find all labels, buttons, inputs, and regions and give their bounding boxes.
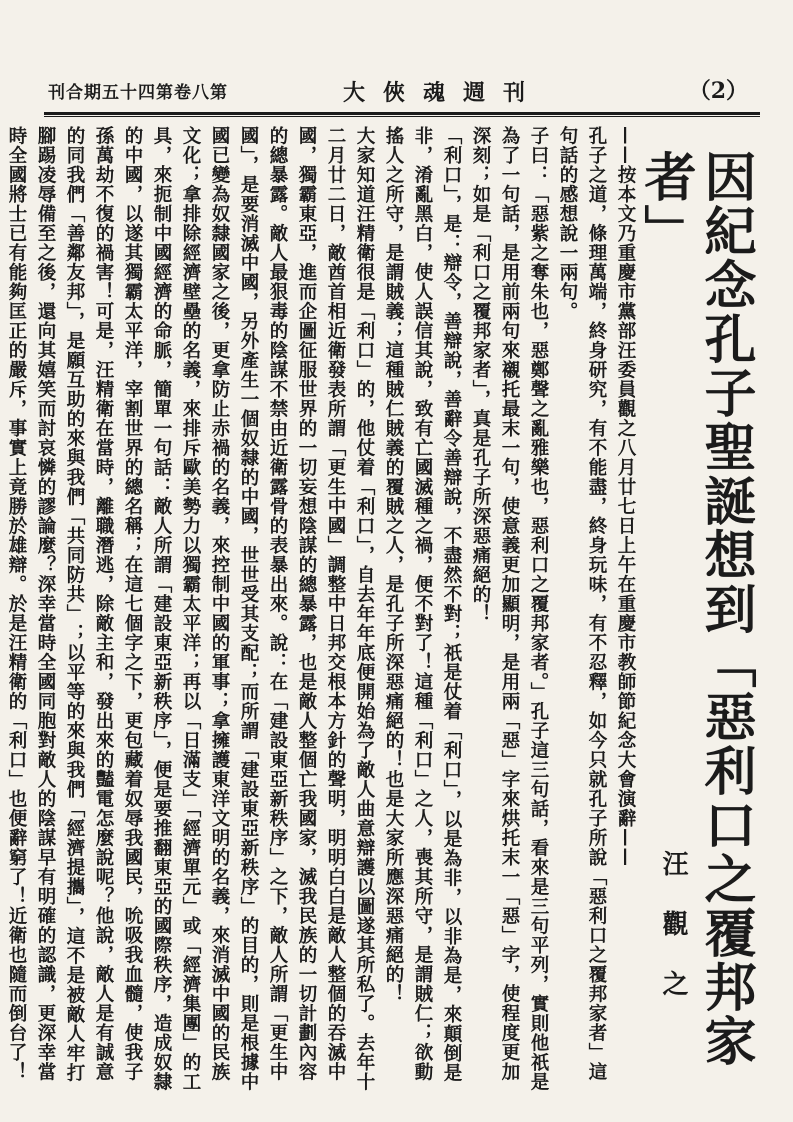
page-header	[48, 74, 748, 108]
issue-info: 刊合期五十四第卷八第	[48, 83, 228, 103]
header-rule	[44, 112, 760, 115]
article-title: 因紀念孔子聖誕想到「惡利口之覆邦家者」	[635, 150, 756, 1068]
article-paragraph: 孔子之道，條理萬端，終身研究，有不能盡，終身玩味，有不忍釋，如今只就孔子所說「惡利口之覆邦家者」這句話的感想說一兩句。	[557, 126, 607, 1082]
article-paragraph: 「利口」，是：辯令，善辯說，善辭令善辯說，不盡然不對；祇是仗着「利口」，以是為非，以非為是，來顛倒是非，淆亂黑白，使人誤信其說，致有亡國滅種之禍，便不對了！這種「利口」之人，喪其所守，是謂賊仁；欲動搖人之所守，是謂賊義；這種賊仁賊義的覆賊之人，是孔子所深惡痛絕的！也是大家所應深惡痛絕的！	[383, 126, 462, 1083]
article-author: 汪觀之	[658, 850, 688, 1030]
article-paragraph: 子曰：「惡紫之奪朱也，惡鄭聲之亂雅樂也，惡利口之覆邦家者。」孔子這三句話，看來是三句平列，實則他祇是為了一句話，是用前兩句來襯托最末一句，使意義更加顯明，是用兩「惡」字來烘托末一「惡」字，使程度更加深刻；如是「利口之覆邦家者」，真是孔子所深惡痛絕的！	[470, 126, 549, 1092]
article-body	[6, 126, 640, 1096]
header-rule-thin	[44, 116, 760, 117]
page-number: （2）	[688, 78, 748, 104]
publication-name: 大俠魂週刊	[343, 80, 544, 106]
article-title-block	[635, 150, 756, 1100]
article-paragraph: 大家知道汪精衛很是「利口」的，他仗着「利口」，自去年年底便開始為了敵人曲意辯護以圖遂其所私了。去年十二月廿二日，敵酋首相近衛發表所謂「更生中國」調整中日邦交根本方針的聲明，明明白白是敵人整個的吞滅中國，獨霸東亞，進而企圖征服世界的一切妄想陰謀的總暴露，也是敵人整個亡我國家，滅我民族的一切計劃內容的總暴露。敵人最狠毒的陰謀不禁由近衛露骨的表暴出來。說：在「建設東亞新秩序」之下，敵人所謂「更生中國」，是要消滅中國，另外產生一個奴隸的中國，世世受其支配；而所謂「建設東亞新秩序」的目的，則是根據中國已變為奴隸國家之後，更拿防止赤禍的名義，來控制中國的軍事；拿擁護東洋文明的名義，來消滅中國的民族文化；拿排除經濟壁壘的名義，來排斥歐美勢力以獨霸太平洋；再以「日滿支」「經濟單元」或「經濟集團」的工具，來扼制中國經濟的命脈，簡單一句話：敵人所謂「建設東亞新秩序」，便是要推翻東亞的國際秩序，造成奴隸的中國，以遂其獨霸太平洋，宰割世界的總名稱；在這七個字之下，更包藏着奴辱我國民，吮吸我血髓，使我子孫萬劫不復的禍害！可是，汪精衛在當時，離職潛逃，除敵主和，發出來的豔電怎麼說呢？他說，敵人是有誠意的同我們「善鄰友邦」，是願互助的來與我們「共同防共」；以平等的來與我們「經濟提攜」，這不是被敵人牢打腳踢凌辱備至之後，還向其嬉笑而討哀憐的謬論麼？深幸當時全國同胞對敵人的陰謀早有明確的認識，更深幸當時全國將士已有能夠匡正的嚴斥，事實上竟勝於雄辯。於是汪精衛的「利口」也便辭窮了！近衛也隨而倒台了！	[6, 126, 375, 1092]
article-note: ——按本文乃重慶市黨部汪委員觀之八月廿七日上午在重慶市教師節紀念大會演辭——	[615, 126, 636, 867]
